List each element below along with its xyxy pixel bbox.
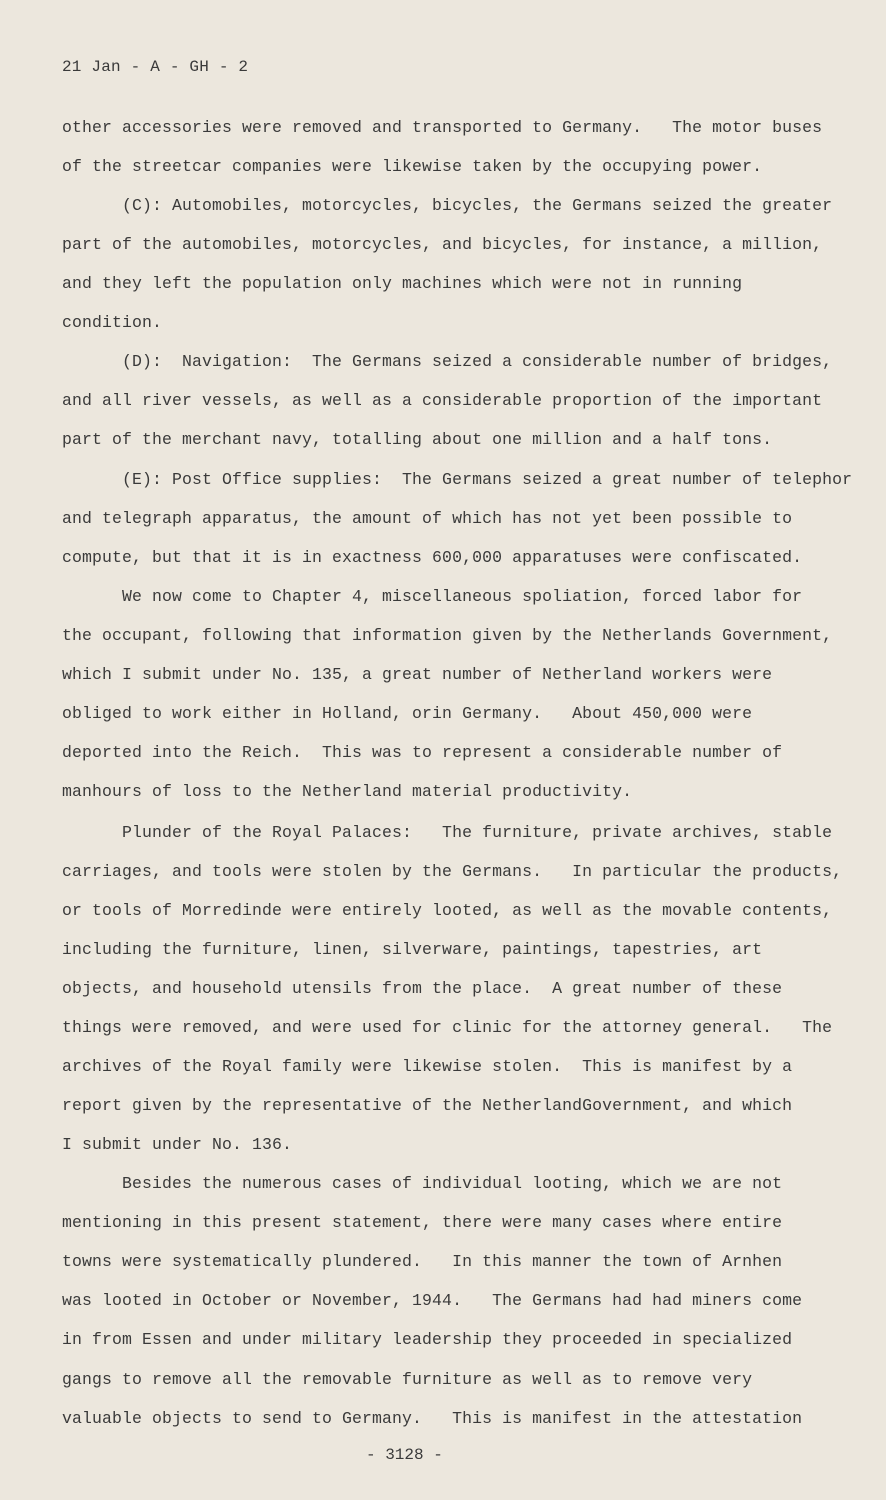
text-line: valuable objects to send to Germany. This is manifest in the attestation (62, 1409, 803, 1428)
text-line: and all river vessels, as well as a considerable proportion of the important (62, 391, 823, 410)
text-line: Besides the numerous cases of individual looting, which we are not (62, 1174, 783, 1193)
text-line: was looted in October or November, 1944. The Germans had had miners come (62, 1291, 803, 1310)
text-line: obliged to work either in Holland, orin Germany. About 450,000 were (62, 704, 753, 723)
text-line: the occupant, following that information given by the Netherlands Government, (62, 626, 833, 645)
text-line: which I submit under No. 135, a great number of Netherland workers were (62, 665, 773, 684)
text-line: mentioning in this present statement, there were many cases where entire (62, 1213, 783, 1232)
text-line: deported into the Reich. This was to represent a considerable number of (62, 743, 783, 762)
text-line: manhours of loss to the Netherland material productivity. (62, 782, 633, 801)
text-line: I submit under No. 136. (62, 1135, 293, 1154)
text-line: report given by the representative of the NetherlandGovernment, and which (62, 1096, 793, 1115)
text-line: (C): Automobiles, motorcycles, bicycles, the Germans seized the greater (62, 196, 833, 215)
text-line: including the furniture, linen, silverware, paintings, tapestries, art (62, 940, 763, 959)
text-line: (D): Navigation: The Germans seized a considerable number of bridges, (62, 352, 833, 371)
text-line: and telegraph apparatus, the amount of which has not yet been possible to (62, 509, 793, 528)
page-number: - 3128 - (366, 1446, 443, 1464)
text-line: towns were systematically plundered. In this manner the town of Arnhen (62, 1252, 783, 1271)
text-line: of the streetcar companies were likewise taken by the occupying power. (62, 157, 763, 176)
text-line: archives of the Royal family were likewise stolen. This is manifest by a (62, 1057, 793, 1076)
text-line: (E): Post Office supplies: The Germans seized a great number of telephor (62, 470, 853, 489)
text-line: We now come to Chapter 4, miscellaneous spoliation, forced labor for (62, 587, 803, 606)
text-line: gangs to remove all the removable furniture as well as to remove very (62, 1370, 753, 1389)
text-line: other accessories were removed and transported to Germany. The motor buses (62, 118, 823, 137)
text-line: things were removed, and were used for clinic for the attorney general. The (62, 1018, 833, 1037)
text-line: objects, and household utensils from the place. A great number of these (62, 979, 783, 998)
text-line: condition. (62, 313, 163, 332)
text-line: carriages, and tools were stolen by the Germans. In particular the products, (62, 862, 843, 881)
page-header: 21 Jan - A - GH - 2 (62, 58, 249, 76)
text-line: and they left the population only machines which were not in running (62, 274, 743, 293)
text-line: part of the merchant navy, totalling about one million and a half tons. (62, 430, 773, 449)
text-line: compute, but that it is in exactness 600,000 apparatuses were confiscated. (62, 548, 803, 567)
text-line: part of the automobiles, motorcycles, and bicycles, for instance, a million, (62, 235, 823, 254)
text-line: Plunder of the Royal Palaces: The furniture, private archives, stable (62, 823, 833, 842)
text-line: or tools of Morredinde were entirely looted, as well as the movable contents, (62, 901, 833, 920)
text-line: in from Essen and under military leadership they proceeded in specialized (62, 1330, 793, 1349)
